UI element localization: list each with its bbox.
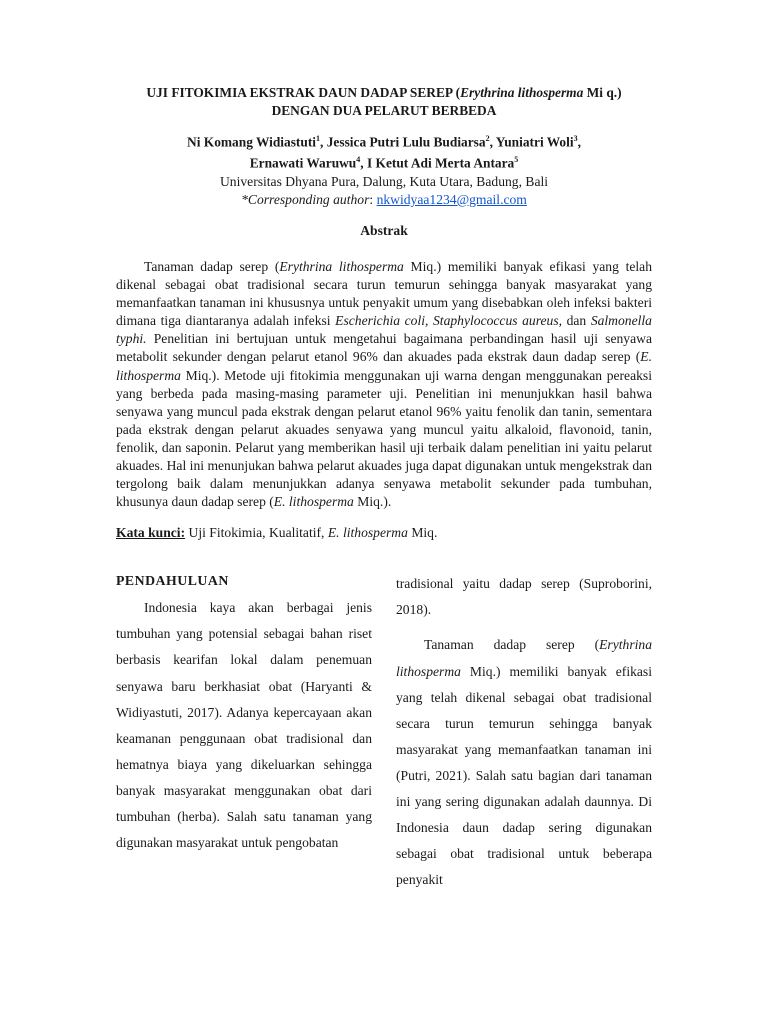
paper-title — [116, 84, 652, 120]
author-sep: , — [360, 155, 367, 171]
abstract-italic: E. lithosperma — [116, 349, 652, 383]
author-name: Jessica Putri Lulu Budiarsa — [326, 134, 486, 150]
author-affil-sup: 1 — [316, 134, 321, 143]
author-line-1 — [116, 130, 652, 151]
author-affil-sup: 3 — [573, 134, 578, 143]
abstract-text — [116, 258, 652, 511]
author-sep: , — [320, 134, 327, 150]
para-italic: Erythrina lithosperma — [396, 637, 652, 679]
author-sep: , — [577, 134, 581, 150]
intro-paragraph-1-cont: tradisional yaitu dadap serep (Suproborini, 2018). — [396, 576, 652, 618]
abstract-italic: Salmonella typhi. — [116, 313, 652, 347]
keywords-italic: E. lithosperma — [327, 525, 408, 541]
title-text: UJI FITOKIMIA EKSTRAK DAUN DADAP SEREP ( — [146, 85, 461, 100]
section-heading-pendahuluan: PENDAHULUAN — [116, 573, 229, 589]
para-run: Miq.) memiliki banyak efikasi yang telah dikenal sebagai obat tradisional secara turun temurun sehingga banyak masyarakat yang memanfaatkan tanaman ini (Putri, 2021). Salah satu bagian dari tanaman ini yang sering digunakan adalah daunnya. Di Indonesia daun dadap sering digunakan sebagai obat tradisional untuk beberapa penyakit — [396, 663, 652, 888]
intro-paragraph-2 — [396, 632, 652, 893]
author-list — [116, 130, 652, 173]
keywords-label: Kata kunci: — [116, 525, 186, 541]
author-line-2 — [116, 151, 652, 172]
abstract-run: dan — [562, 313, 591, 329]
keywords-text-end: Miq. — [407, 525, 438, 541]
author-sep: , — [489, 134, 496, 150]
abstract-run: Miq.). Metode uji fitokimia menggunakan uji warna dengan menggunakan pereaksi yang berbeda pada masing-masing parameter uji. Penelitian ini menunjukkan hasil bahwa senyawa yang muncul pada ekstrak dengan pelarut etanol 96% yaitu fenolik dan tanin, sementara pada ekstrak dengan pelarut akuades senyawa yang muncul yaitu alkaloid, flavonoid, tanin, fenolik, dan saponin. Pelarut yang memberikan hasil uji terbaik dalam penelitian ini yaitu pelarut akuades. Hal ini menunjukan bahwa pelarut akuades juga dapat digunakan untuk mengekstrak dan tergolong baik dalam menunjukkan adanya senyawa metabolit sekunder pada tumbuhan, khusunya daun dadap serep ( — [116, 367, 652, 510]
abstract-italic: Erythrina lithosperma — [279, 258, 404, 274]
keywords-text: Uji Fitokimia, Kualitatif, — [185, 525, 328, 541]
keywords — [116, 525, 652, 541]
title-text-end: Mi q.) DENGAN DUA PELARUT BERBEDA — [271, 85, 622, 118]
para-run: Tanaman dadap serep ( — [424, 637, 600, 653]
author-affil-sup: 2 — [485, 134, 490, 143]
left-column — [116, 571, 372, 893]
affiliation: Universitas Dhyana Pura, Dalung, Kuta Utara, Badung, Bali — [219, 173, 549, 189]
abstract-run: Miq.). — [353, 494, 392, 510]
abstract-heading: Abstrak — [360, 222, 408, 238]
author-name: I Ketut Adi Merta Antara — [366, 155, 515, 171]
author-affil-sup: 5 — [514, 155, 519, 165]
abstract-italic: Escherichia coli, Staphylococcus aureus, — [335, 313, 563, 329]
corresponding-email-link[interactable]: nkwidyaa1234@gmail.com — [376, 191, 527, 207]
abstract-italic: E. lithosperma — [273, 494, 354, 510]
title-species-italic: Erythrina lithosperma — [460, 85, 584, 100]
author-affil-sup: 4 — [356, 155, 361, 165]
author-name: Yuniatri Woli — [495, 134, 574, 150]
right-column — [396, 571, 652, 893]
intro-paragraph-1: Indonesia kaya akan berbagai jenis tumbuhan yang potensial sebagai bahan riset berbasis kearifan lokal dalam penemuan senyawa baru berkhasiat obat (Haryanti & Widiyastuti, 2017). Adanya kepercayaan akan keamanan penggunaan obat tradisional dan hematnya biaya yang dikeluarkan sehingga banyak masyarakat menggunakan obat dari tumbuhan (herba). Salah satu tanaman yang digunakan masyarakat untuk pengobatan — [116, 600, 372, 851]
abstract-run: Miq.) memiliki banyak efikasi yang telah dikenal sebagai obat tradisional secara turun temurun sehingga banyak masyarakat yang memanfaatkan tanaman ini khususnya untuk penyakit umum yang disebabkan oleh infeksi bakteri dimana tiga diantaranya adalah infeksi — [116, 258, 652, 329]
two-column-body — [116, 571, 652, 893]
author-name: Ernawati Waruwu — [249, 155, 357, 171]
abstract-run: Tanaman dadap serep ( — [144, 258, 280, 274]
author-name: Ni Komang Widiastuti — [187, 134, 317, 150]
corresponding-label: *Corresponding author — [241, 191, 370, 207]
corresponding-author — [116, 191, 652, 209]
corresponding-colon: : — [369, 191, 377, 207]
abstract-run: Penelitian ini bertujuan untuk mengetahui bagaimana perbandingan hasil uji senyawa metabolit sekunder dengan pelarut etanol 96% dan akuades pada ekstrak daun dadap serep ( — [116, 331, 652, 365]
